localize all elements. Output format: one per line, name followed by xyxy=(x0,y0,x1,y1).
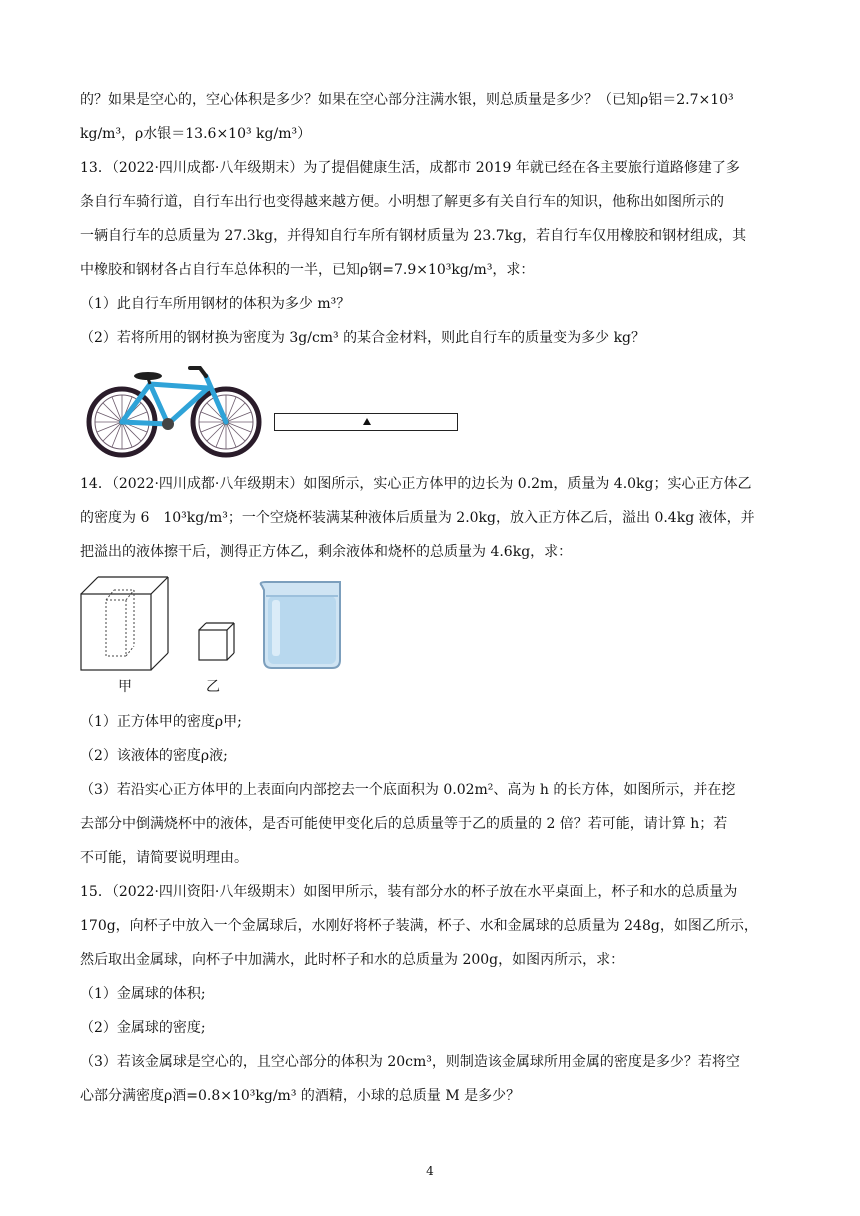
line: 心部分满密度ρ酒=0.8×10³kg/m³ 的酒精，小球的总质量 M 是多少？ xyxy=(80,1088,521,1104)
line: 一辆自行车的总质量为 27.3kg，并得知自行车所有钢材质量为 23.7kg，若自行车仅用橡胶和钢材组成，其 xyxy=(80,228,747,244)
line: 然后取出金属球，向杯子中加满水，此时杯子和水的总质量为 200g，如图丙所示，求： xyxy=(80,952,625,968)
answer-box xyxy=(274,413,458,431)
cube-jia-label: 甲 xyxy=(118,679,132,695)
cube-yi-figure xyxy=(198,622,236,662)
line: 把溢出的液体擦干后，测得正方体乙，剩余液体和烧杯的总质量为 4.6kg，求： xyxy=(80,544,573,560)
line: 中橡胶和钢材各占自行车总体积的一半，已知ρ钢=7.9×10³kg/m³，求： xyxy=(80,262,535,278)
line: 的？如果是空心的，空心体积是多少？如果在空心部分注满水银，则总质量是多少？（已知ρ铝＝2.7×10³ xyxy=(80,92,734,108)
line: （1）正方体甲的密度ρ甲; xyxy=(80,714,242,730)
line: 14．（2022·四川成都·八年级期末）如图所示，实心正方体甲的边长为 0.2m，质量为 4.0kg；实心正方体乙 xyxy=(80,476,752,492)
line: （1）此自行车所用钢材的体积为多少 m³？ xyxy=(80,296,351,312)
triangle-marker-icon xyxy=(363,418,371,425)
line: 条自行车骑行道，自行车出行也变得越来越方便。小明想了解更多有关自行车的知识，他称出如图所示的 xyxy=(80,194,724,210)
handlebar xyxy=(190,368,206,376)
line: （3）若该金属球是空心的，且空心部分的体积为 20cm³，则制造该金属球所用金属的密度是多少？若将空 xyxy=(80,1054,740,1070)
line: （1）金属球的体积; xyxy=(80,986,206,1002)
line: （2）金属球的密度; xyxy=(80,1020,206,1036)
line: 去部分中倒满烧杯中的液体，是否可能使甲变化后的总质量等于乙的质量的 2 倍？若可能，请计算 h；若 xyxy=(80,816,728,832)
cube-jia-figure xyxy=(80,576,170,672)
line: （2）若将所用的钢材换为密度为 3g/cm³ 的某合金材料，则此自行车的质量变为多少 kg？ xyxy=(80,330,646,346)
line: 不可能，请简要说明理由。 xyxy=(80,850,248,866)
line: 13．（2022·四川成都·八年级期末）为了提倡健康生活，成都市 2019 年就已经在各主要旅行道路修建了多 xyxy=(80,160,740,176)
line: 的密度为 6 10³kg/m³；一个空烧杯装满某种液体后质量为 2.0kg，放入正方体乙后，溢出 0.4kg 液体，并 xyxy=(80,510,755,526)
page-number: 4 xyxy=(426,1164,434,1178)
crank xyxy=(162,418,174,430)
line: 15．（2022·四川资阳·八年级期末）如图甲所示，装有部分水的杯子放在水平桌面上，杯子和水的总质量为 xyxy=(80,884,738,900)
beaker-figure xyxy=(256,580,348,672)
line: kg/m³，ρ水银＝13.6×10³ kg/m³） xyxy=(80,126,312,142)
line: （2）该液体的密度ρ液; xyxy=(80,748,228,764)
line: 170g，向杯子中放入一个金属球后，水刚好将杯子装满，杯子、水和金属球的总质量为 248g，如图乙所示， xyxy=(80,918,758,934)
bicycle-figure xyxy=(78,362,268,458)
line: （3）若沿实心正方体甲的上表面向内部挖去一个底面积为 0.02m²、高为 h 的长方体，如图所示，并在挖 xyxy=(80,782,736,798)
cube-yi-label: 乙 xyxy=(206,679,220,695)
